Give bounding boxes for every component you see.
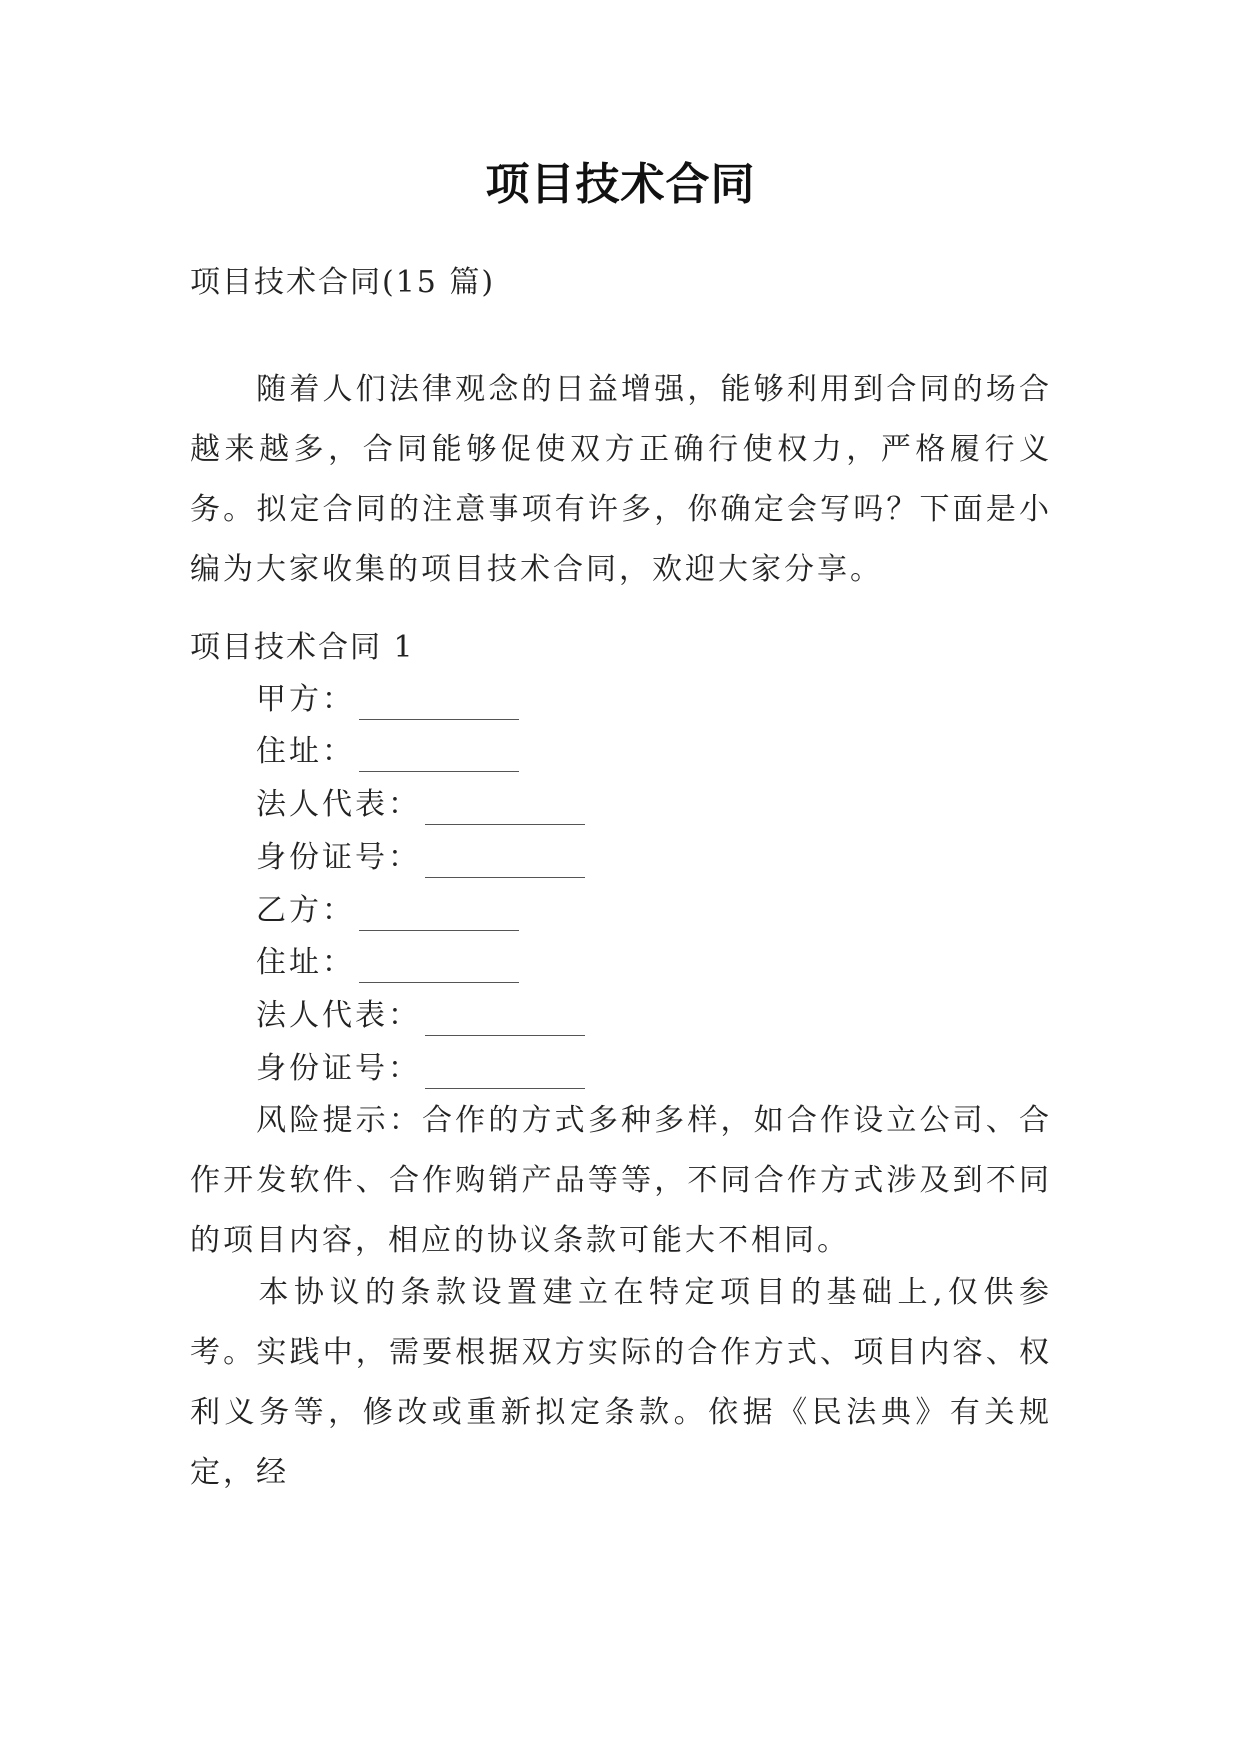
document-title: 项目技术合同 xyxy=(485,159,756,210)
blank-line xyxy=(359,900,519,931)
field-label: 法人代表： xyxy=(256,998,421,1033)
blank-line xyxy=(425,794,585,825)
field-label: 住址： xyxy=(256,945,355,980)
agreement-note-paragraph xyxy=(190,1263,1052,1503)
field-label: 身份证号： xyxy=(256,840,421,875)
risk-note-paragraph xyxy=(190,1091,1052,1271)
party-a-address-field xyxy=(256,732,519,772)
party-a-field xyxy=(256,680,519,720)
party-b-field xyxy=(256,891,519,931)
section-heading: 项目技术合同 1 xyxy=(190,630,415,665)
party-b-id-field xyxy=(256,1049,585,1089)
agreement-note-text: 本协议的条款设置建立在特定项目的基础上,仅供参考。实践中，需要根据双方实际的合作方式、项目内容、权利义务等，修改或重新拟定条款。依据《民法典》有关规定，经 xyxy=(190,1275,1052,1490)
blank-line xyxy=(425,1058,585,1089)
field-label: 乙方： xyxy=(256,893,355,928)
blank-line xyxy=(425,1005,585,1036)
document-subtitle: 项目技术合同(15 篇) xyxy=(190,265,496,300)
intro-text: 随着人们法律观念的日益增强，能够利用到合同的场合越来越多，合同能够促使双方正确行使权力，严格履行义务。拟定合同的注意事项有许多，你确定会写吗？下面是小编为大家收集的项目技术合同，欢迎大家分享。 xyxy=(190,372,1052,587)
blank-line xyxy=(359,689,519,720)
intro-paragraph xyxy=(190,360,1052,600)
blank-line xyxy=(359,952,519,983)
field-label: 甲方： xyxy=(256,682,355,717)
party-a-id-field xyxy=(256,838,585,878)
field-label: 身份证号： xyxy=(256,1051,421,1086)
party-b-legal-rep-field xyxy=(256,996,585,1036)
party-a-legal-rep-field xyxy=(256,785,585,825)
blank-line xyxy=(359,741,519,772)
risk-note-text: 风险提示：合作的方式多种多样，如合作设立公司、合作开发软件、合作购销产品等等，不同合作方式涉及到不同的项目内容，相应的协议条款可能大不相同。 xyxy=(190,1103,1052,1258)
party-b-address-field xyxy=(256,943,519,983)
field-label: 法人代表： xyxy=(256,787,421,822)
field-label: 住址： xyxy=(256,734,355,769)
blank-line xyxy=(425,847,585,878)
